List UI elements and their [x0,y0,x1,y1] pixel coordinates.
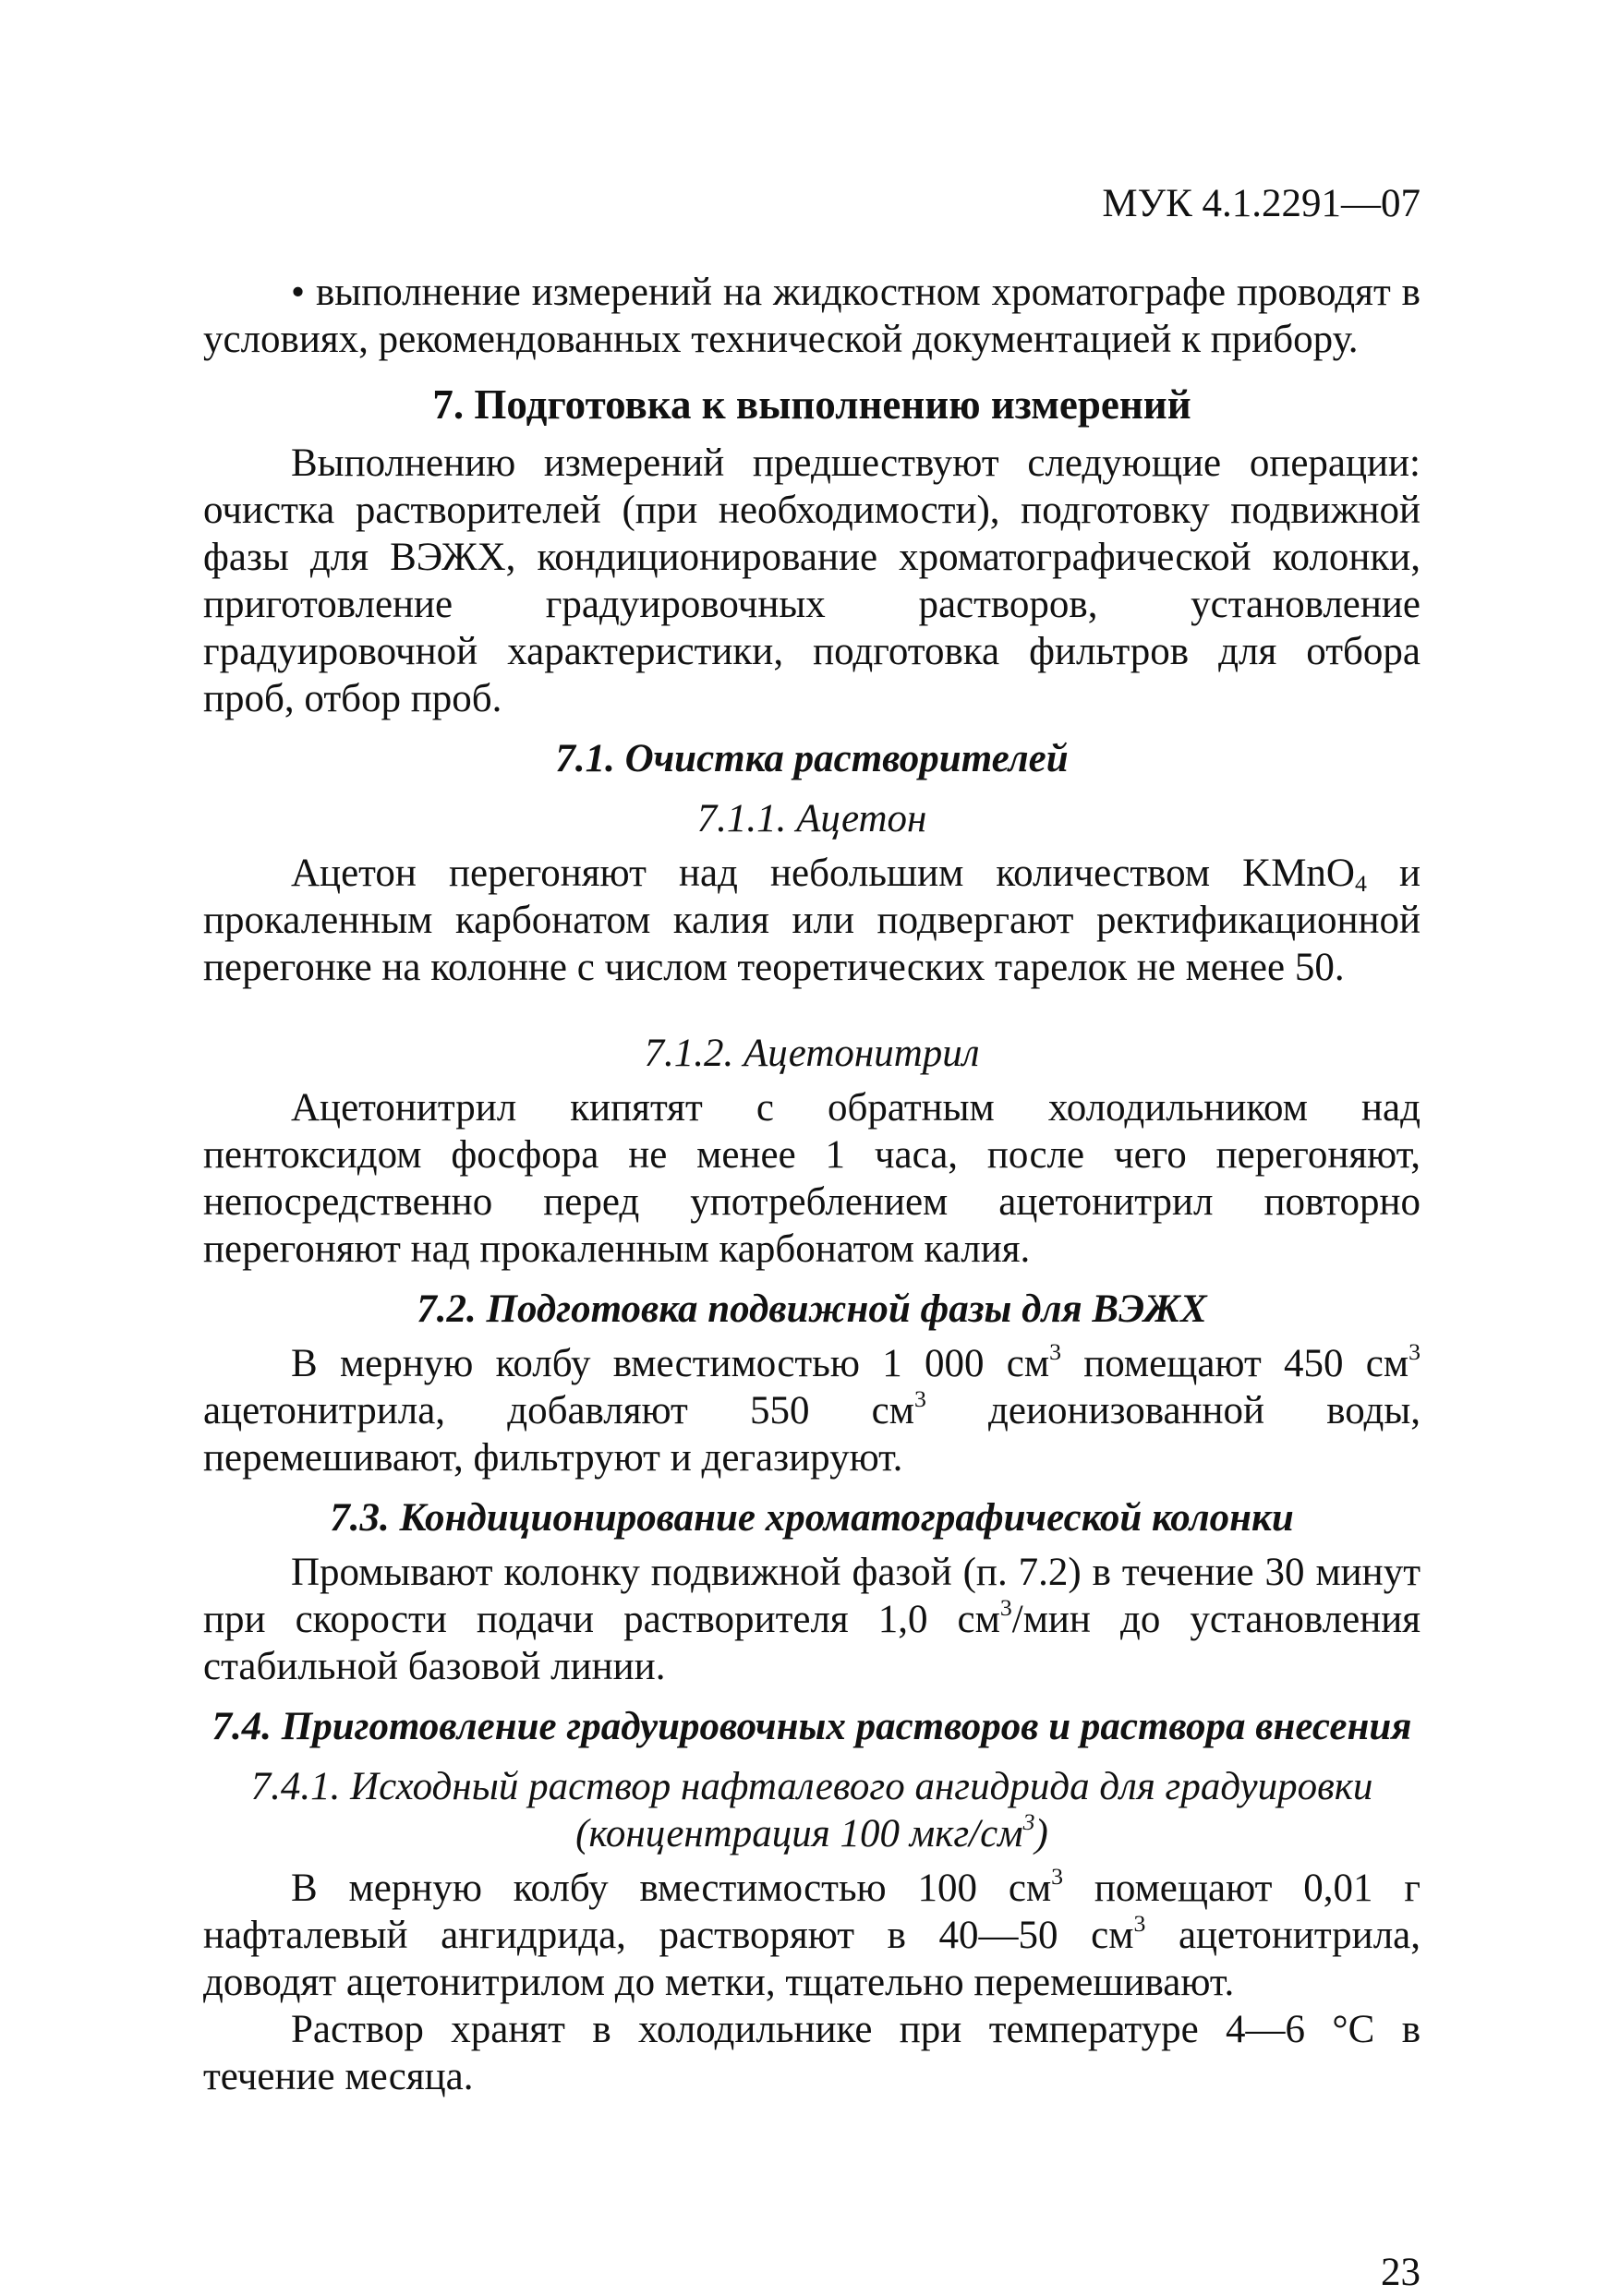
section-7-paragraph: Выполнению измерений предшествуют следующие операции: очистка растворителей (при необходимости), подготовку подвижной фазы для ВЭЖХ, кондиционирование хроматографической колонки, приготовление градуировочных растворов, установление градуировочной характеристики, подготовка фильтров для отбора проб, отбор проб. [203,441,1421,720]
section-7-4-1-paragraph-1 [203,1865,1421,2006]
section-7-1-1-heading: 7.1.1. Ацетон [696,797,927,840]
section-7-1-2-paragraph: Ацетонитрил кипятят с обратным холодильником над пентоксидом фосфора не менее 1 часа, после чего перегоняют, непосредственно перед употреблением ацетонитрил повторно перегоняют над прокаленным карбонатом калия. [203,1086,1421,1271]
superscript: 3 [1049,1338,1061,1365]
document-page [203,180,1421,2294]
superscript: 3 [1051,1863,1064,1890]
text-run: и прокаленным карбонатом калия или подвергают ректификационной перегонке на колонне с числом теоретических тарелок не менее 50. [203,852,1421,989]
superscript: 3 [1133,1910,1146,1937]
section-7-2-heading: 7.2. Подготовка подвижной фазы для ВЭЖХ [417,1287,1207,1331]
text-run: ацетонитрила, добавляют 550 см [203,1389,914,1432]
section-7-heading: 7. Подготовка к выполнению измерений [432,381,1191,428]
superscript: 3 [913,1385,926,1412]
text-run: ацетонитрила, доводят ацетонитрилом до метки, тщательно перемешивают. [203,1914,1421,2004]
superscript: 3 [1408,1338,1421,1365]
intro-paragraph [203,269,1421,363]
text-run: Ацетон перегоняют над небольшим количеством KMnO [291,852,1355,895]
section-7-1-heading: 7.1. Очистка растворителей [555,737,1069,780]
section-7-4-1-paragraph-2: Раствор хранят в холодильнике при температуре 4—6 °С в течение месяца. [203,2008,1421,2098]
section-7-3-heading: 7.3. Кондиционирование хроматографической колонки [330,1496,1294,1540]
section-7-1-2-heading: 7.1.2. Ацетонитрил [644,1032,980,1075]
text-run: В мерную колбу вместимостью 1 000 см [291,1342,1050,1385]
section-7-3-paragraph [203,1549,1421,1690]
text-run: деионизованной воды, перемешивают, фильтруют и дегазируют. [203,1389,1421,1480]
heading-line: ) [1034,1812,1048,1855]
superscript: 3 [999,1594,1012,1621]
text-run: помещают 450 см [1060,1342,1409,1385]
subscript: 4 [1355,870,1367,897]
section-7-4-1-heading [203,1763,1421,1857]
section-7-4-heading: 7.4. Приготовление градуировочных растворов и раствора внесения [212,1705,1412,1748]
text-run: В мерную колбу вместимостью 100 см [291,1867,1052,1910]
text-run: Промывают колонку подвижной фазой (п. 7.2) в течение 30 минут при скорости подачи растворителя 1,0 см [203,1551,1421,1641]
superscript: 3 [1022,1808,1035,1835]
heading-line: 7.4.1. Исходный раствор нафталевого ангидрида для градуировки [250,1765,1373,1808]
heading-line: (концентрация 100 мкг/см [575,1812,1023,1855]
section-7-2-paragraph [203,1340,1421,1481]
bullet-glyph: • [291,271,306,314]
section-7-1-1-paragraph [203,850,1421,991]
intro-text: выполнение измерений на жидкостном хроматографе проводят в условиях, рекомендованных технической документацией к прибору. [203,271,1421,361]
page-number: 23 [1381,2251,1421,2294]
text-run: /мин до установления стабильной базовой линии. [203,1598,1421,1688]
text-run: помещают 0,01 г нафталевый ангидрида, растворяют в 40—50 см [203,1867,1421,1957]
running-header: МУК 4.1.2291—07 [1102,182,1421,225]
